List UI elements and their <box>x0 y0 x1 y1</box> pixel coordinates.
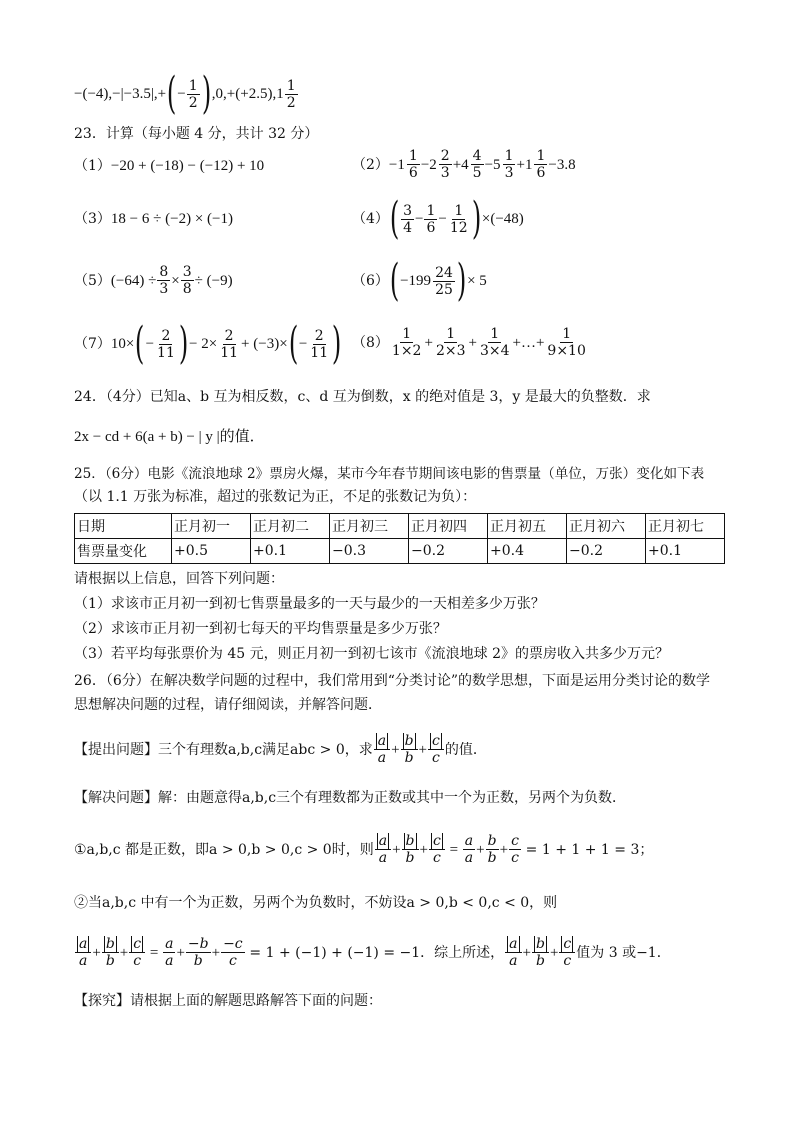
table-row <box>75 514 725 539</box>
q23-p4: （4） ( 3 4 − $\frac{1}{6}$ − $\frac{1}{12}$ ) ×(−48) <box>352 193 524 244</box>
mixed-fraction: 1 2 <box>286 77 296 111</box>
q23-p3: （3）18 − 6 ÷ (−2) × (−1) <box>74 211 233 227</box>
q26-line1: 26．（6分）在解决数学问题的过程中，我们常用到“分类讨论”的数学思想，下面是运用分类讨论的数学 <box>74 673 711 689</box>
table-cell: 正月初四 <box>409 514 488 539</box>
q23-p1: （1）−20 + (−18) − (−12) + 10 <box>74 158 265 174</box>
q23-p2: （2） −1 1 6 −2 2 3 +4 4 5 −5 1 3 +1 1 6 −3.8 <box>352 148 576 181</box>
q26-case2: ②当a,b,c 中有一个为正数，另两个为负数时，不妨设a > 0,b < 0,c < 0，则 <box>74 895 558 911</box>
q26-solve: 【解决问题】解：由题意得a,b,c三个有理数都为正数或其中一个为正数，另两个为负数． <box>74 790 627 806</box>
table-cell: +0.4 <box>488 539 567 564</box>
ticket-change-table <box>74 513 725 564</box>
number-list-head: −(−4),−|−3.5|,+ <box>74 86 167 102</box>
q25-sub3: （3）若平均每张票价为 45 元，则正月初一到初七该市《流浪地球 2》的票房收入共多少万元？ <box>74 646 669 662</box>
q25-sub1: （1）求该市正月初一到初七售票量最多的一天与最少的一天相差多少万张？ <box>74 596 545 612</box>
table-cell: 正月初三 <box>330 514 409 539</box>
table-header-cell: 日期 <box>75 514 172 539</box>
table-row <box>75 539 725 564</box>
table-cell: +0.1 <box>646 539 725 564</box>
q26-line2: 思想解决问题的过程，请仔细阅读，并解答问题． <box>74 697 382 713</box>
q25-line1: 25．（6分）电影《流浪地球 2》票房火爆，某市今年春节期间该电影的售票量（单位，万张）变化如下表 <box>74 466 705 482</box>
table-cell: 正月初五 <box>488 514 567 539</box>
q25-intro: 请根据以上信息，回答下列问题： <box>74 571 284 587</box>
q26-case1: ①a,b,c 都是正数，即a > 0,b > 0,c > 0时，则 a a + $\frac{b}{b}$ + $\frac{c}{c}$ = $\frac{a}{a}$ + $\frac{b}{b}$ + $\frac{c}{c}$ = 1 + 1 + 1 = 3； <box>74 833 654 866</box>
table-cell: 正月初二 <box>251 514 330 539</box>
q23-p6: （6） ( −199 24 25 ) × 5 <box>352 255 487 306</box>
q24-expr: 2x − cd + 6(a + b) − | y |的值． <box>74 429 265 445</box>
table-cell: +0.1 <box>251 539 330 564</box>
q25-sub2: （2）求该市正月初一到初七每天的平均售票量是多少万张？ <box>74 621 447 637</box>
table-cell: 正月初七 <box>646 514 725 539</box>
table-cell: −0.3 <box>330 539 409 564</box>
table-cell: 正月初一 <box>172 514 251 539</box>
q23-p8: （8） 1 1×2 + $\frac{1}{2\times 3}$ + $\frac{1}{3\times 4}$ +…+ $\frac{1}{9\times 10}$ <box>352 326 586 359</box>
table-cell: −0.2 <box>567 539 646 564</box>
half-fraction: $\frac{1}{2}$ <box>188 77 198 111</box>
table-cell: +0.5 <box>172 539 251 564</box>
q26-explore: 【探究】请根据上面的解题思路解答下面的问题： <box>74 993 382 1009</box>
q23-p7: （7） 10× ( − $\frac{2}{11}$ ) − 2× $\frac{2}{11}$ + (−3)× ( − $\frac{2}{11}$ ) <box>74 318 342 369</box>
number-list-line: −(−4),−|−3.5|,+ ( − $\frac{1}{2}$ ) ,0,+(+2.5),1 1 2 <box>74 68 296 119</box>
q25-line2: （以 1.1 万张为标准，超过的张数记为正，不足的张数记为负）： <box>74 489 477 505</box>
table-cell: −0.2 <box>409 539 488 564</box>
q23-title: 23．计算（每小题 4 分，共计 32 分） <box>74 126 319 142</box>
right-paren: ) <box>201 68 211 119</box>
q24-text: 24．（4分）已知a、b 互为相反数，c、d 互为倒数，x 的绝对值是 3，y 是最大的负整数．求 <box>74 389 651 405</box>
number-list-mid: ,0,+(+2.5),1 <box>211 86 284 102</box>
q26-ask: 【提出问题】三个有理数a,b,c满足abc > 0，求 a a + $\frac{b}{b}$ + $\frac{c}{c}$ 的值． <box>74 733 487 766</box>
left-paren: ( <box>166 68 177 119</box>
q23-p5: （5） (−64) ÷ $\frac{8}{3}$ × $\frac{3}{8}$ ÷ (−9) <box>74 264 233 297</box>
q26-case2-expr: a a + $\frac{b}{b}$ + $\frac{c}{c}$ = $\frac{a}{a}$ + $\frac{-b}{b}$ + $\frac{-c}{c}$ = 1 + (−1) + (−1) = −1．综上所述， a a + $\frac{b}{b}$ + $\frac{c}{c}$ 值为 3 或−1． <box>74 936 671 969</box>
table-cell: 正月初六 <box>567 514 646 539</box>
table-header-cell: 售票量变化 <box>75 539 172 564</box>
